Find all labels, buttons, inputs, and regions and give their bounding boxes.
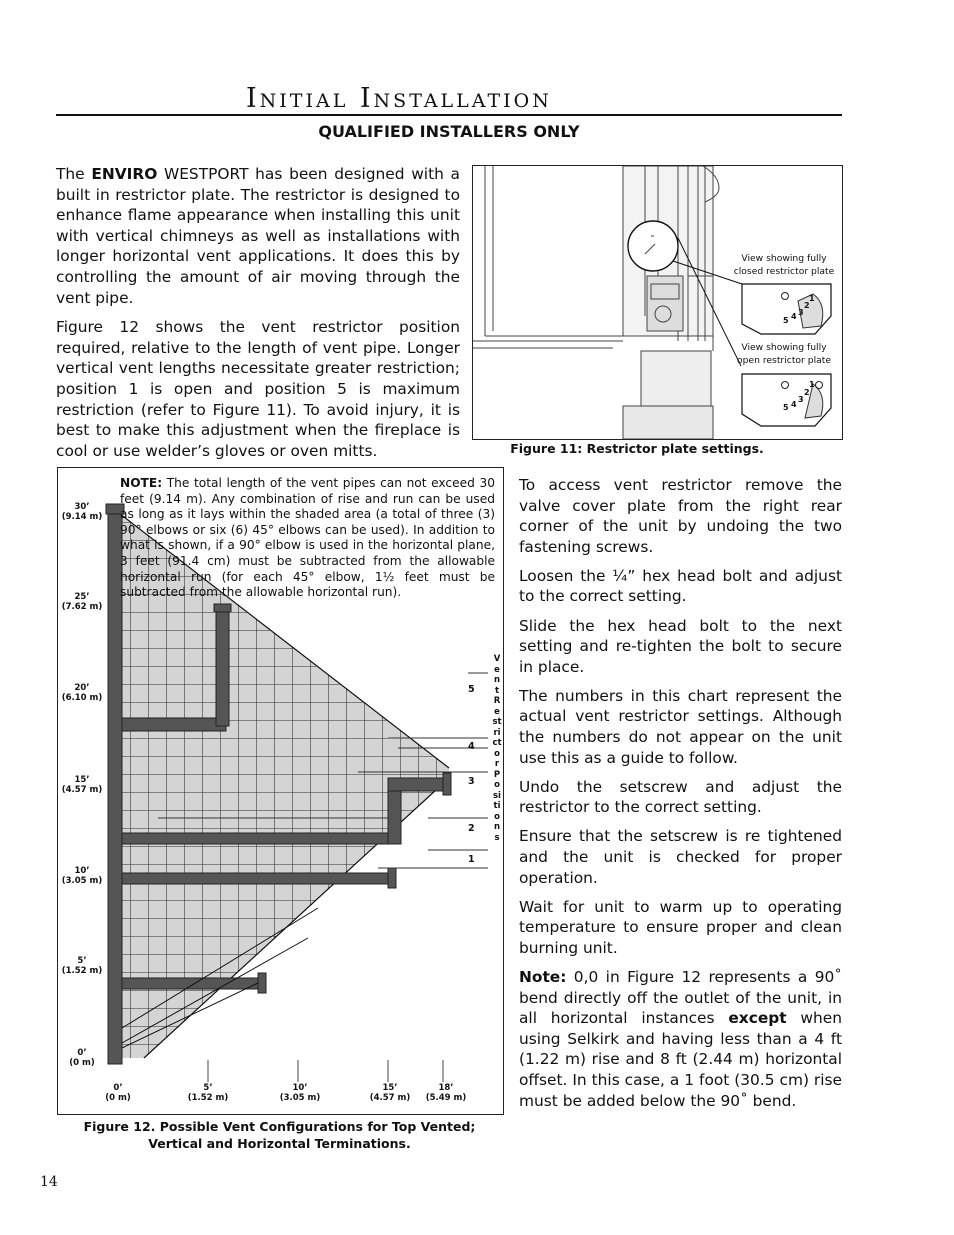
figure-12-caption-line-1: Figure 12. Possible Vent Configurations for Top Vented; xyxy=(83,1119,476,1134)
intro-paragraph-2: Figure 12 shows the vent restrictor position required, relative to the length of vent pipe. Longer vertical vent lengths necessitate greater restriction; position 1 is open and position 5 is maximum restriction (refer to Figure 11). To avoid injury, it is best to make this adjustment when the fireplace is cool or use welder’s gloves or oven mitts. xyxy=(56,318,460,460)
y-axis-tick-5: 5’ (1.52 m) xyxy=(61,956,103,976)
instruction-paragraph-4: The numbers in this chart represent the actual vent restrictor settings. Although the numbers do not appear on the unit use this as a guide to follow. xyxy=(519,686,842,767)
closed-plate-label: View showing fully closed restrictor plate xyxy=(733,253,835,277)
instructions-column xyxy=(519,475,842,1120)
note-text-a: 0,0 in Figure 12 represents a 90˚ bend directly off the outlet of the unit, in all horizontal instances xyxy=(519,967,842,1028)
open-plate-number-4: 4 xyxy=(791,400,797,409)
closed-plate-number-5: 5 xyxy=(783,316,789,325)
closed-plate-number-1: 1 xyxy=(809,294,815,303)
figure-12-note-text: The total length of the vent pipes can not exceed 30 feet (9.14 m). Any combination of rise and run can be used as long as it lays within the shaded area (a total of three (3) 90° elbows or six (6) 45° elbows can be used). In addition to what is shown, if a 90° elbow is used in the horizontal plane, 3 feet (91.4 cm) must be subtracted from the allowable horizontal run (for each 45° elbow, 1½ feet must be subtracted from the allowable horizontal run). xyxy=(120,476,495,600)
instruction-note xyxy=(519,967,842,1111)
figure-12-note-label: NOTE: xyxy=(120,476,163,490)
x-axis-tick-10: 10’ (3.05 m) xyxy=(279,1083,321,1103)
y-axis-tick-15: 15’ (4.57 m) xyxy=(61,775,103,795)
open-plate-number-5: 5 xyxy=(783,403,789,412)
instruction-paragraph-1: To access vent restrictor remove the valve cover plate from the right rear corner of the unit by undoing the two fastening screws. xyxy=(519,476,842,556)
y-axis-tick-0: 0’ (0 m) xyxy=(69,1048,95,1068)
open-plate-number-2: 2 xyxy=(804,388,810,397)
instruction-paragraph-7: Wait for unit to warm up to operating temperature to ensure proper and clean burning unit. xyxy=(519,897,842,957)
figure-12-note xyxy=(120,476,495,601)
y-axis-tick-25: 25’ (7.62 m) xyxy=(61,592,103,612)
page-title: Initial Installation xyxy=(246,83,552,114)
closed-plate-number-2: 2 xyxy=(804,301,810,310)
figure-12-caption xyxy=(57,1118,502,1152)
page-subtitle: QUALIFIED INSTALLERS ONLY xyxy=(318,122,580,141)
intro-p1-prefix: The xyxy=(56,165,92,183)
intro-column xyxy=(56,164,460,470)
page-number: 14 xyxy=(40,1174,58,1190)
x-axis-tick-0: 0’ (0 m) xyxy=(105,1083,131,1103)
restrictor-plate-drawing xyxy=(473,166,842,439)
title-rule xyxy=(56,114,842,116)
closed-plate-number-3: 3 xyxy=(798,308,804,317)
figure-12-vent-configurations xyxy=(57,467,504,1115)
restrictor-position-2: 2 xyxy=(468,823,475,834)
restrictor-position-5: 5 xyxy=(468,684,475,695)
open-plate-number-3: 3 xyxy=(798,395,804,404)
figure-12-caption-line-2: Vertical and Horizontal Terminations. xyxy=(148,1136,411,1151)
note-emphasis: except xyxy=(728,1009,787,1028)
open-plate-label: View showing fully open restrictor plate xyxy=(736,342,832,366)
figure-11-restrictor-plate xyxy=(472,165,843,440)
y-axis-tick-10: 10’ (3.05 m) xyxy=(61,866,103,886)
restrictor-position-3: 3 xyxy=(468,776,475,787)
restrictor-position-4: 4 xyxy=(468,741,475,752)
open-plate-number-1: 1 xyxy=(809,380,815,389)
instruction-paragraph-2: Loosen the ¼” hex head bolt and adjust to the correct setting. xyxy=(519,566,842,606)
x-axis-tick-18: 18’ (5.49 m) xyxy=(425,1083,467,1103)
restrictor-position-1: 1 xyxy=(468,854,475,865)
brand-name: ENVIRO xyxy=(91,165,158,183)
instruction-paragraph-5: Undo the setscrew and adjust the restrictor to the correct setting. xyxy=(519,777,842,817)
figure-11-caption: Figure 11: Restrictor plate settings. xyxy=(510,441,764,456)
intro-paragraph-1 xyxy=(56,164,460,308)
vent-restrictor-positions-label: Vent Restrictor Positions xyxy=(492,654,502,843)
y-axis-tick-20: 20’ (6.10 m) xyxy=(61,683,103,703)
x-axis-tick-5: 5’ (1.52 m) xyxy=(187,1083,229,1103)
instruction-paragraph-3: Slide the hex head bolt to the next setting and re-tighten the bolt to secure in place. xyxy=(519,616,842,676)
x-axis-tick-15: 15’ (4.57 m) xyxy=(369,1083,411,1103)
note-label: Note: xyxy=(519,967,567,986)
note-text-b: when using Selkirk and having less than a 4 ft (1.22 m) rise and 8 ft (2.44 m) horizontal offset. In this case, a 1 foot (30.5 cm) rise must be added below the 90˚ bend. xyxy=(519,1009,842,1110)
instruction-paragraph-6: Ensure that the setscrew is re tightened and the unit is checked for proper operation. xyxy=(519,827,842,887)
closed-plate-number-4: 4 xyxy=(791,312,797,321)
intro-p1-text: WESTPORT has been designed with a built in restrictor plate. The restrictor is designed to enhance flame appearance when installing this unit with vertical chimneys as well as installations with longer horizontal vent applications. It does this by controlling the amount of air moving through the vent pipe. xyxy=(56,165,460,307)
y-axis-tick-30: 30’ (9.14 m) xyxy=(61,502,103,522)
